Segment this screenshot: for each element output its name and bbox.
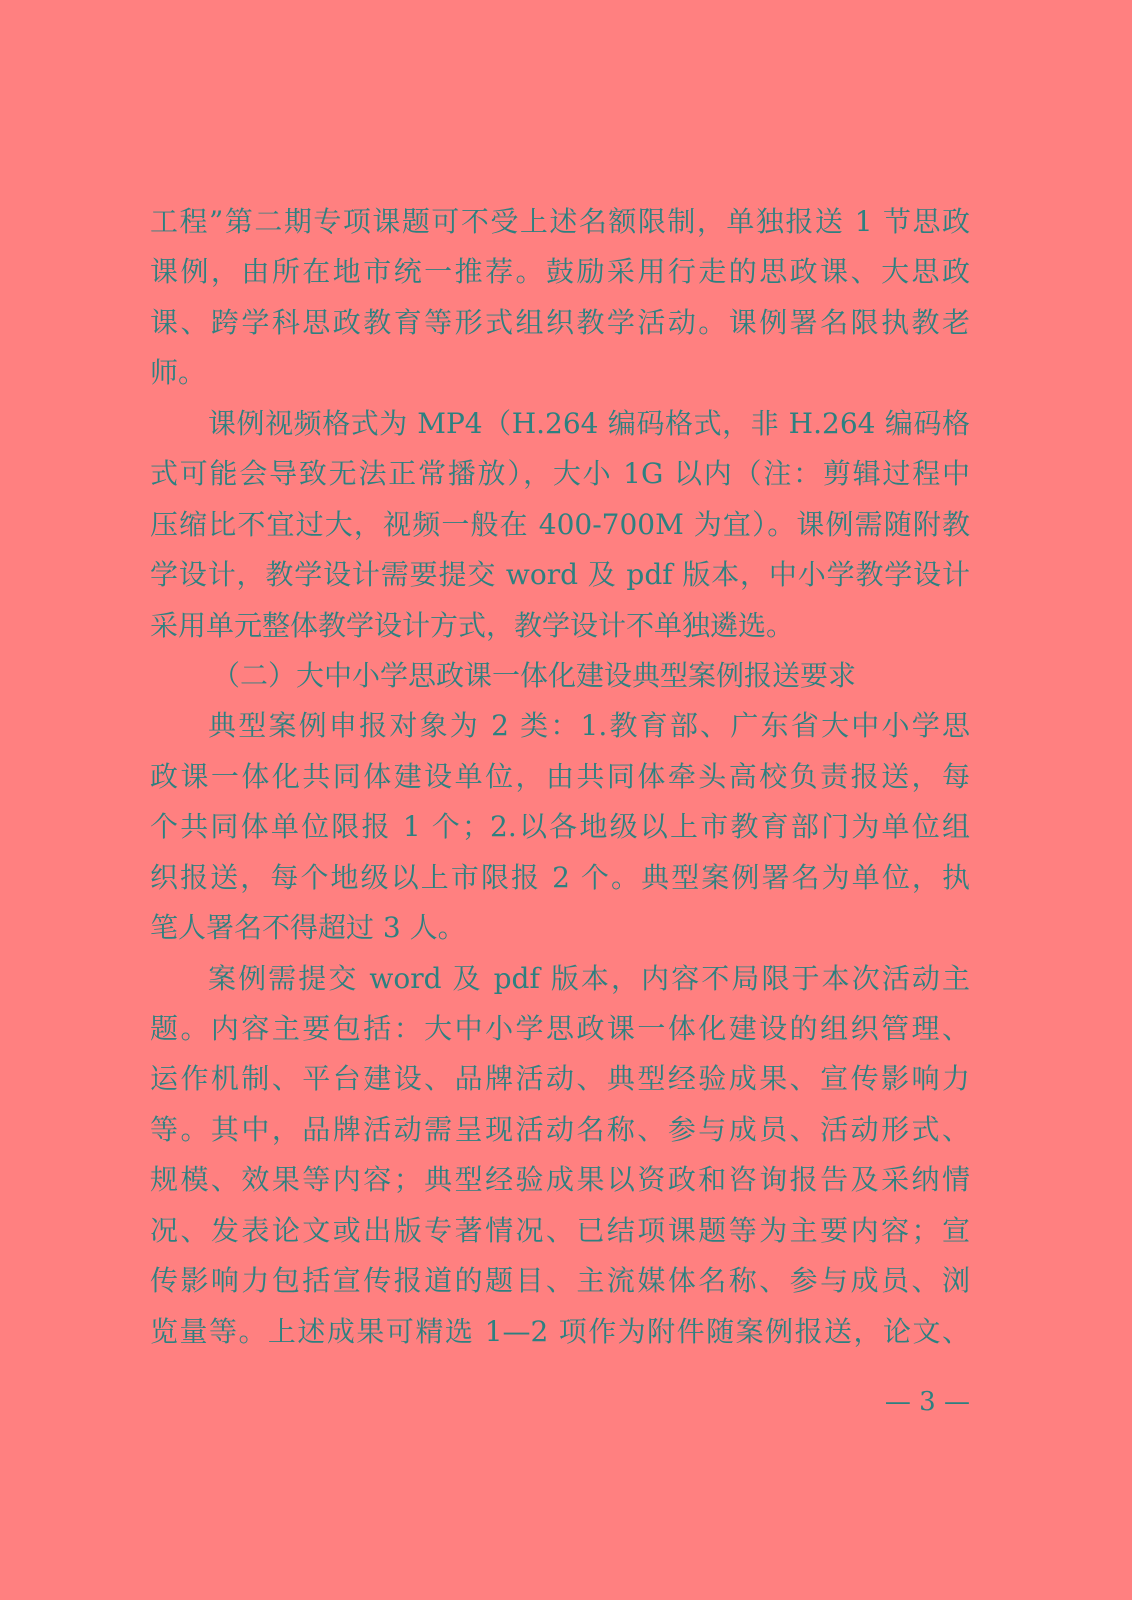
- section-heading: [150, 651, 970, 701]
- text-line: 案例需提交 word 及 pdf 版本，内容不局限于本次活动主: [208, 961, 970, 995]
- text-line: 式可能会导致无法正常播放），大小 1G 以内（注：剪辑过程中: [150, 457, 970, 491]
- text-line: 典型案例申报对象为 2 类：1.教育部、广东省大中小学思: [208, 709, 970, 743]
- paragraph: [150, 399, 970, 651]
- text-line: 课例视频格式为 MP4（H.264 编码格式，非 H.264 编码格: [208, 406, 970, 440]
- text-line: 题。内容主要包括：大中小学思政课一体化建设的组织管理、: [150, 1012, 970, 1045]
- page-number: — 3 —: [884, 1387, 970, 1417]
- text-line: 笔人署名不得超过 3 人。: [150, 911, 466, 945]
- paragraph: [150, 954, 970, 1358]
- text-line: 织报送，每个地级以上市限报 2 个。典型案例署名为单位，执: [150, 860, 970, 894]
- text-line: 个共同体单位限报 1 个；2.以各地级以上市教育部门为单位组: [150, 810, 970, 844]
- text-line: 采用单元整体教学设计方式，教学设计不单独遴选。: [150, 608, 795, 642]
- text-line: 学设计，教学设计需要提交 word 及 pdf 版本，中小学教学设计: [150, 558, 970, 592]
- text-line: 运作机制、平台建设、品牌活动、典型经验成果、宣传影响力: [150, 1062, 970, 1096]
- body-text: [150, 197, 970, 1357]
- section-heading-text: （二）大中小学思政课一体化建设典型案例报送要求: [212, 658, 857, 692]
- text-line: 师。: [150, 356, 207, 390]
- paragraph: [150, 197, 970, 399]
- text-line: 传影响力包括宣传报道的题目、主流媒体名称、参与成员、浏: [150, 1264, 970, 1298]
- text-line: 政课一体化共同体建设单位，由共同体牵头高校负责报送，每: [150, 759, 970, 793]
- text-line: 课例，由所在地市统一推荐。鼓励采用行走的思政课、大思政: [150, 255, 970, 289]
- text-line: 览量等。上述成果可精选 1—2 项作为附件随案例报送，论文、: [150, 1314, 970, 1348]
- text-line: 规模、效果等内容；典型经验成果以资政和咨询报告及采纳情: [150, 1163, 970, 1197]
- text-line: 课、跨学科思政教育等形式组织教学活动。课例署名限执教老: [150, 305, 970, 339]
- text-line: 况、发表论文或出版专著情况、已结项课题等为主要内容；宣: [150, 1213, 970, 1247]
- text-line: 等。其中，品牌活动需呈现活动名称、参与成员、活动形式、: [150, 1112, 970, 1146]
- text-line: 压缩比不宜过大，视频一般在 400-700M 为宜）。课例需随附教: [150, 507, 970, 541]
- paragraph: [150, 701, 970, 953]
- text-line: 工程”第二期专项课题可不受上述名额限制，单独报送 1 节思政: [150, 205, 970, 238]
